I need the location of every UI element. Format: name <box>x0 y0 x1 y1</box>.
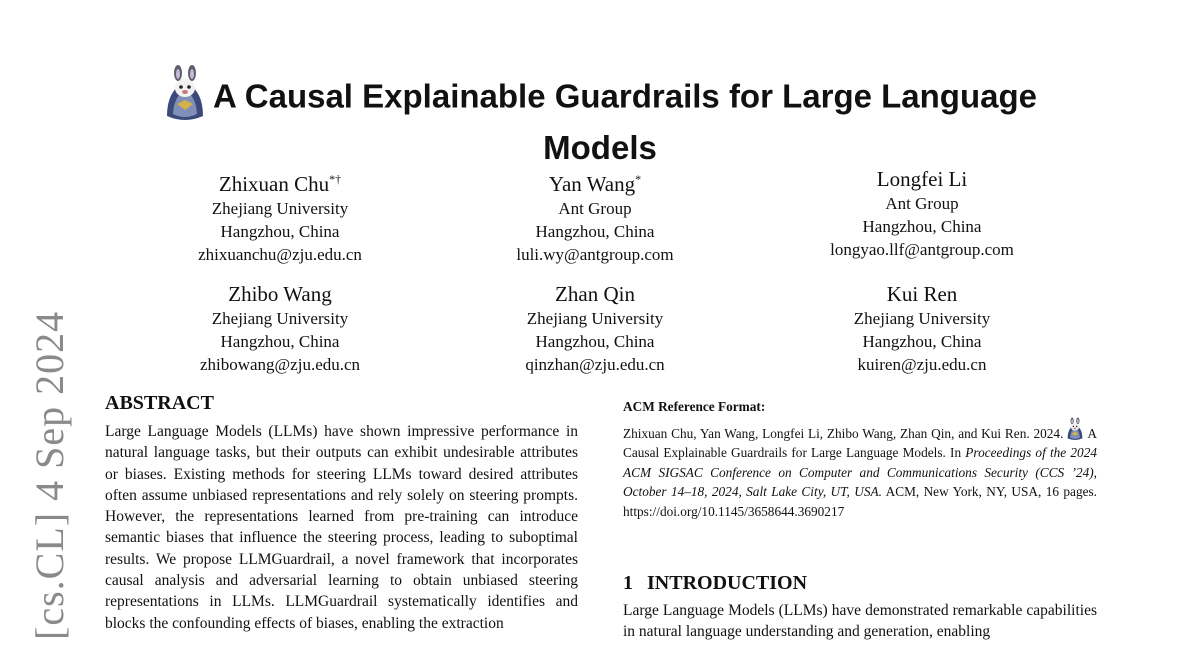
llama-mascot-icon <box>163 64 207 122</box>
title-block <box>130 70 1070 168</box>
introduction-section <box>623 570 1097 643</box>
author-affiliation: Zhejiang University <box>853 309 991 328</box>
author-name: Longfei Li <box>876 167 968 191</box>
author-marks: * <box>635 172 642 186</box>
author-email[interactable]: longyao.llf@antgroup.com <box>830 240 1014 259</box>
author-block-6 <box>782 281 1062 376</box>
acm-reference <box>623 397 1097 521</box>
arxiv-stamp: [cs.CL] 4 Sep 2024 <box>27 310 72 640</box>
acm-reference-doi[interactable]: https://doi.org/10.1145/3658644.3690217 <box>623 503 845 519</box>
author-email[interactable]: zhixuanchu@zju.edu.cn <box>198 245 362 264</box>
author-location: Hangzhou, China <box>862 332 982 351</box>
author-location: Hangzhou, China <box>535 332 655 351</box>
llama-mascot-icon <box>1066 417 1084 441</box>
abstract-section <box>105 391 578 634</box>
author-name: Kui Ren <box>886 282 958 306</box>
author-marks: *† <box>329 172 342 186</box>
acm-reference-authors: Zhixuan Chu, Yan Wang, Longfei Li, Zhibo Wang, Zhan Qin, and Kui Ren. <box>623 425 1030 441</box>
acm-reference-text <box>623 417 1097 522</box>
author-name: Zhan Qin <box>555 282 635 306</box>
author-location: Hangzhou, China <box>862 217 982 236</box>
abstract-text: Large Language Models (LLMs) have shown impressive performance in natural language tasks, but their outputs can exhibit undesirable attributes or biases. Existing methods for steering LLMs toward desired attributes often assume unbiased representations and rely solely on steering prompts. However, the representations learned from pre-training can introduce semantic biases that influence the steering process, leading to suboptimal results. We propose LLMGuardrail, a novel framework that incorporates causal analysis and adversarial learning to obtain unbiased steering representations in LLMs. LLMGuardrail systematically identifies and blocks the confounding effects of biases, enabling the extraction <box>105 423 578 632</box>
paper-title-text: A Causal Explainable Guardrails for Large Language Models <box>212 77 1037 166</box>
introduction-heading <box>623 570 1097 596</box>
author-affiliation: Ant Group <box>885 194 959 213</box>
author-location: Hangzhou, China <box>220 332 340 351</box>
author-block-4 <box>140 281 420 376</box>
author-name: Yan Wang <box>548 172 636 196</box>
acm-reference-title: A Causal Explainable Guardrails for Large Language Models. <box>623 425 1097 460</box>
author-email[interactable]: kuiren@zju.edu.cn <box>857 355 987 374</box>
section-number: 1 <box>623 572 633 594</box>
author-block-5 <box>455 281 735 376</box>
author-email[interactable]: qinzhan@zju.edu.cn <box>525 355 665 374</box>
abstract-heading: ABSTRACT <box>105 392 214 414</box>
author-block-2 <box>455 166 735 266</box>
author-location: Hangzhou, China <box>220 222 340 241</box>
author-affiliation: Zhejiang University <box>526 309 664 328</box>
acm-reference-in: In <box>950 445 962 460</box>
author-block-1 <box>140 166 420 266</box>
acm-reference-venue: Proceedings of the 2024 ACM SIGSAC Conference on Computer and Communications Security (CCS ’24), October 14–18, 2024, Salt Lake City, UT, USA. <box>623 445 1097 499</box>
paper-title <box>130 70 1070 168</box>
author-block-3 <box>782 166 1062 261</box>
author-affiliation: Ant Group <box>558 199 632 218</box>
author-email[interactable]: zhibowang@zju.edu.cn <box>199 355 361 374</box>
author-name: Zhixuan Chu <box>218 172 330 196</box>
author-name: Zhibo Wang <box>228 282 332 306</box>
author-email[interactable]: luli.wy@antgroup.com <box>516 245 674 264</box>
introduction-text: Large Language Models (LLMs) have demonstrated remarkable capabilities in natural language understanding and generation, enabling <box>623 602 1097 641</box>
acm-reference-year: 2024. <box>1033 425 1064 441</box>
section-title: INTRODUCTION <box>647 572 808 594</box>
acm-reference-publisher: ACM, New York, NY, USA, 16 pages. <box>885 484 1097 499</box>
author-affiliation: Zhejiang University <box>211 199 349 218</box>
author-location: Hangzhou, China <box>535 222 655 241</box>
acm-reference-heading: ACM Reference Format: <box>623 399 766 414</box>
author-affiliation: Zhejiang University <box>211 309 349 328</box>
